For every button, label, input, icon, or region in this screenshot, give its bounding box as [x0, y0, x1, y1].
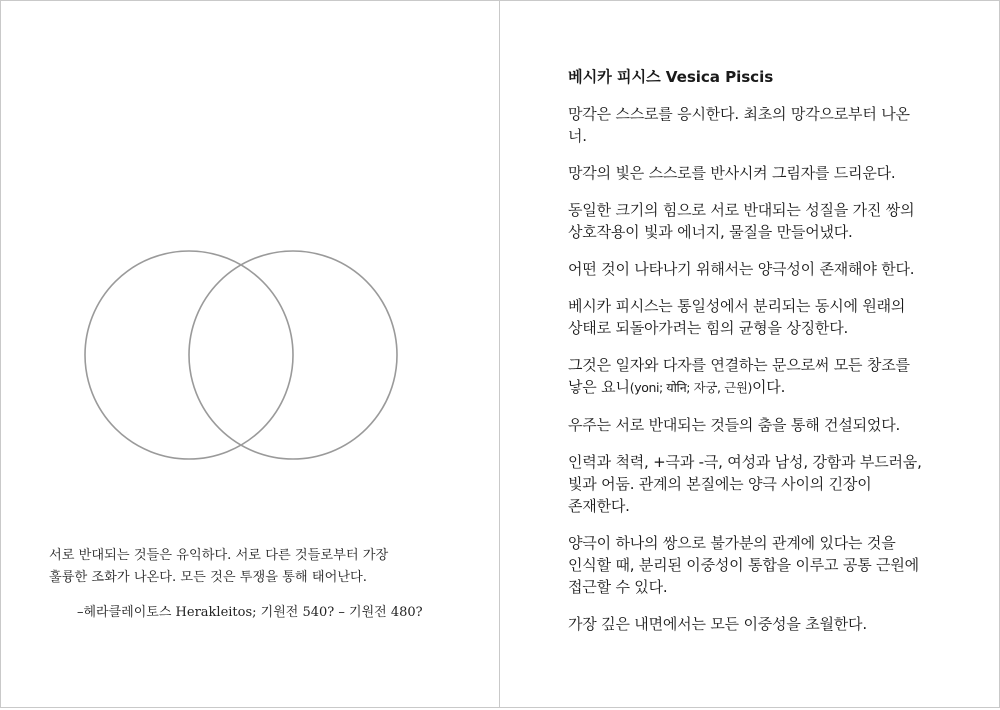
heraclitus-quote: [49, 545, 469, 589]
quote-line: 훌륭한 조화가 나온다. 모든 것은 투쟁을 통해 태어난다.: [49, 570, 367, 585]
quote-attribution: –헤라클레이토스 Herakleitos; 기원전 540? – 기원전 480?: [77, 605, 423, 620]
paragraph: 인력과 척력, +극과 -극, 여성과 남성, 강함과 부드러움, 빛과 어둠. 관계의 본질에는 양극 사이의 긴장이 존재한다.: [568, 453, 922, 515]
left-page: [0, 0, 500, 708]
paragraph: 망각의 빛은 스스로를 반사시켜 그림자를 드리운다.: [568, 164, 896, 182]
paragraph: 베시카 피시스는 통일성에서 분리되는 동시에 원래의 상태로 되돌아가려는 힘의 균형을 상징한다.: [568, 297, 906, 337]
paragraph: 동일한 크기의 힘으로 서로 반대되는 성질을 가진 쌍의 상호작용이 빛과 에너지, 물질을 만들어냈다.: [568, 201, 915, 241]
paragraph: 어떤 것이 나타나기 위해서는 양극성이 존재해야 한다.: [568, 260, 915, 278]
quote-line: 서로 반대되는 것들은 유익하다. 서로 다른 것들로부터 가장: [49, 548, 389, 563]
paragraph: 양극이 하나의 쌍으로 불가분의 관계에 있다는 것을 인식할 때, 분리된 이중성이 통합을 이루고 공통 근원에 접근할 수 있다.: [568, 534, 919, 596]
yoni-annotation: (yoni; योनि; 자궁, 근원): [629, 380, 753, 395]
paragraph: 가장 깊은 내면에서는 모든 이중성을 초월한다.: [568, 615, 867, 633]
section-title: 베시카 피시스 Vesica Piscis: [568, 68, 774, 86]
vesica-piscis-text: [568, 66, 988, 635]
paragraph: 망각은 스스로를 응시한다. 최초의 망각으로부터 나온 너.: [568, 105, 910, 145]
vesica-piscis-diagram: [81, 247, 401, 463]
paragraph: 우주는 서로 반대되는 것들의 춤을 통해 건설되었다.: [568, 416, 901, 434]
paragraph: 그것은 일자와 다자를 연결하는 문으로써 모든 창조를 낳은 요니(yoni; योनि; 자궁, 근원)이다.: [568, 356, 910, 396]
right-page: [499, 0, 1000, 708]
